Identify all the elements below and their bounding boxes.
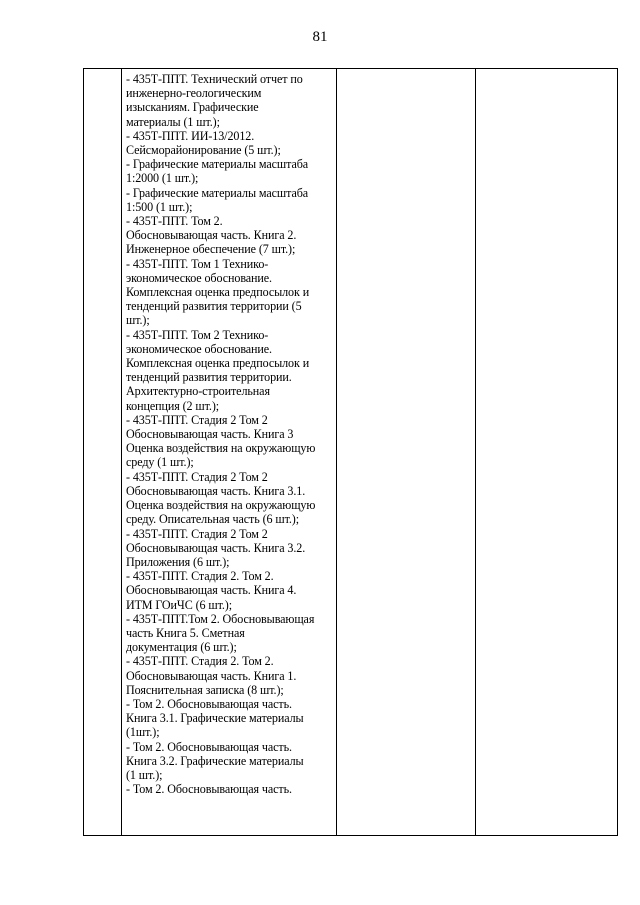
table-row bbox=[84, 69, 618, 836]
table-cell-empty-2 bbox=[476, 69, 618, 836]
document-line: Архитектурно-строительная bbox=[126, 384, 270, 399]
document-line: среду. Описательная часть (6 шт.); bbox=[126, 512, 299, 527]
document-line: экономическое обоснование. bbox=[126, 341, 272, 356]
document-line: Обосновывающая часть. Книга 3 bbox=[126, 427, 294, 442]
document-line: Комплексная оценка предпосылок и bbox=[126, 356, 310, 371]
document-line: среду (1 шт.); bbox=[126, 455, 194, 470]
document-line: Комплексная оценка предпосылок и bbox=[126, 285, 310, 300]
document-line: - 435Т-ППТ. Том 1 Технико- bbox=[126, 256, 269, 271]
document-line: Пояснительная записка (8 шт.); bbox=[126, 682, 284, 697]
document-line: - Графические материалы масштаба bbox=[126, 157, 309, 172]
document-line: - 435Т-ППТ. Стадия 2. Том 2. bbox=[126, 654, 274, 669]
document-line: инженерно-геологическим bbox=[126, 86, 262, 101]
document-line: - Том 2. Обосновывающая часть. bbox=[126, 739, 292, 754]
document-line: - 435Т-ППТ. Стадия 2 Том 2 bbox=[126, 469, 268, 484]
table-cell-empty-1 bbox=[337, 69, 476, 836]
document-line: Обосновывающая часть. Книга 3.2. bbox=[126, 540, 306, 555]
document-line: Книга 3.2. Графические материалы bbox=[126, 753, 304, 768]
document-line: - 435Т-ППТ. Стадия 2. Том 2. bbox=[126, 569, 274, 584]
document-line: Обосновывающая часть. Книга 3.1. bbox=[126, 483, 306, 498]
document-line: Обосновывающая часть. Книга 2. bbox=[126, 228, 297, 243]
page-number: 81 bbox=[312, 29, 328, 45]
document-line: ИТМ ГОиЧС (6 шт.); bbox=[126, 597, 232, 612]
document-line: - 435Т-ППТ. Технический отчет по bbox=[126, 72, 303, 86]
document-line: экономическое обоснование. bbox=[126, 270, 272, 285]
document-line: Инженерное обеспечение (7 шт.); bbox=[126, 242, 296, 257]
document-line: Обосновывающая часть. Книга 4. bbox=[126, 583, 297, 598]
document-line: Обосновывающая часть. Книга 1. bbox=[126, 668, 297, 683]
document-line: материалы (1 шт.); bbox=[126, 114, 220, 129]
document-line: Сейсморайонирование (5 шт.); bbox=[126, 143, 281, 158]
document-line: - 435Т-ППТ. Том 2 Технико- bbox=[126, 327, 269, 342]
document-table bbox=[83, 68, 618, 836]
document-line: - 435Т-ППТ. Стадия 2 Том 2 bbox=[126, 412, 268, 427]
document-line: документация (6 шт.); bbox=[126, 640, 237, 655]
document-line: - 435Т-ППТ.Том 2. Обосновывающая bbox=[126, 611, 315, 626]
document-line: - Том 2. Обосновывающая часть. bbox=[126, 782, 292, 797]
document-line: тенденций развития территории. bbox=[126, 370, 292, 385]
document-line: (1шт.); bbox=[126, 725, 160, 740]
document-line: - 435Т-ППТ. Том 2. bbox=[126, 214, 223, 229]
document-line: Книга 3.1. Графические материалы bbox=[126, 711, 304, 726]
document-line: Оценка воздействия на окружающую bbox=[126, 441, 316, 456]
document-line: 1:500 (1 шт.); bbox=[126, 199, 193, 214]
document-line: (1 шт.); bbox=[126, 767, 163, 782]
document-line: часть Книга 5. Сметная bbox=[126, 625, 245, 640]
document-line: шт.); bbox=[126, 313, 150, 328]
document-line: 1:2000 (1 шт.); bbox=[126, 171, 199, 186]
document-list bbox=[122, 69, 336, 796]
document-line: Приложения (6 шт.); bbox=[126, 554, 230, 569]
document-line: Оценка воздействия на окружающую bbox=[126, 498, 316, 513]
document-line: концепция (2 шт.); bbox=[126, 398, 220, 413]
table-cell-documents bbox=[122, 69, 337, 836]
document-line: - 435Т-ППТ. ИИ-13/2012. bbox=[126, 128, 255, 143]
document-line: - Том 2. Обосновывающая часть. bbox=[126, 696, 292, 711]
document-line: тенденций развития территории (5 bbox=[126, 299, 302, 314]
document-line: - Графические материалы масштаба bbox=[126, 185, 309, 200]
document-line: изысканиям. Графические bbox=[126, 100, 259, 115]
table-cell-number bbox=[84, 69, 122, 836]
document-line: - 435Т-ППТ. Стадия 2 Том 2 bbox=[126, 526, 268, 541]
